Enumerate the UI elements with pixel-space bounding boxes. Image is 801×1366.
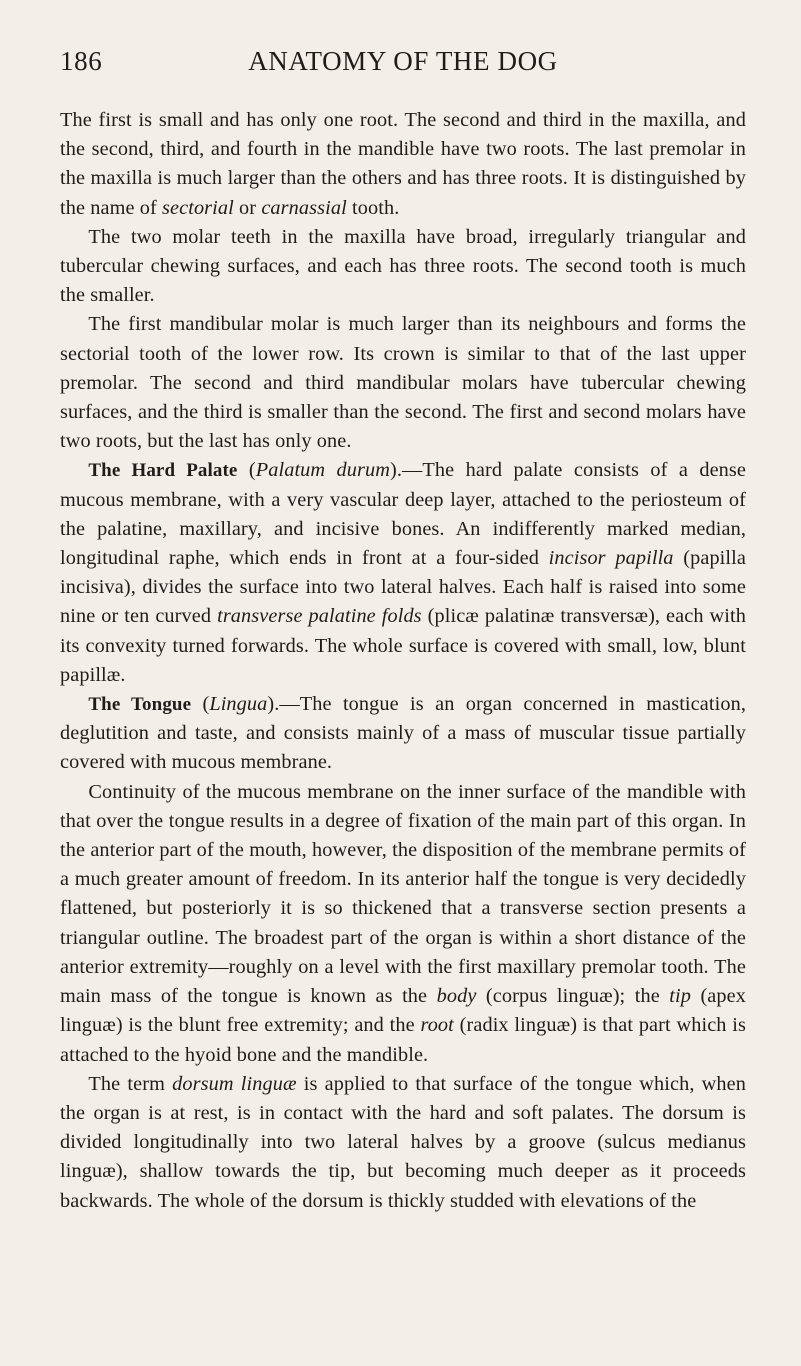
paragraph-mandibular-molars: The first mandibular molar is much larger than its neighbours and forms the sectorial tooth of the lower row. Its crown is similar to that of the last upper premolar. The second and third mandibular molars have tubercular chewing surfaces, and the third is smaller than the second. The first and second molars have two roots, but the last has only one.: [60, 313, 746, 453]
paragraph-dorsum-linguae: The term dorsum linguæ is applied to that surface of the tongue which, when the organ is at rest, is in contact with the hard and soft palates. The dorsum is divided longitudinally into two lateral halves by a groove (sulcus medianus linguæ), shallow towards the tip, but becoming much deeper as it proceeds backwards. The whole of the dorsum is thickly studded with elevations of the: [60, 1072, 746, 1212]
page-number: 186: [60, 46, 103, 76]
body-text: [60, 106, 746, 1216]
paragraph-tongue: The Tongue (Lingua).—The tongue is an organ concerned in mastication, deglutition and taste, and consists mainly of a mass of muscular tissue partially covered with mucous membrane.: [60, 693, 746, 774]
running-title: ANATOMY OF THE DOG: [248, 46, 558, 76]
section-heading-hard-palate: The Hard Palate: [88, 460, 238, 482]
running-head: [60, 46, 746, 106]
section-heading-tongue: The Tongue: [88, 694, 192, 716]
paragraph-tongue-fixation: Continuity of the mucous membrane on the inner surface of the mandible with that over the tongue results in a degree of fixation of the main part of this organ. In the anterior part of the mouth, however, the disposition of the membrane permits of a much greater amount of freedom. In its anterior half the tongue is very decidedly flattened, but posteriorly it is so thickened that a transverse section presents a triangular outline. The broadest part of the organ is within a short distance of the anterior extremity—roughly on a level with the first maxillary premolar tooth. The main mass of the tongue is known as the body (corpus linguæ); the tip (apex linguæ) is the blunt free extremity; and the root (radix linguæ) is that part which is attached to the hyoid bone and the mandible.: [60, 780, 746, 1066]
book-page: [60, 0, 746, 1216]
paragraph-premolar-roots: The first is small and has only one root. The second and third in the maxilla, and the second, third, and fourth in the mandible have two roots. The last premolar in the maxilla is much larger than the others and has three roots. It is distinguished by the name of sectorial or carnassial tooth.: [60, 109, 746, 219]
paragraph-maxillary-molars: The two molar teeth in the maxilla have broad, irregularly triangular and tubercular chewing surfaces, and each has three roots. The second tooth is much the smaller.: [60, 225, 746, 307]
paragraph-hard-palate: The Hard Palate (Palatum durum).—The hard palate consists of a dense mucous membrane, with a very vascular deep layer, attached to the periosteum of the palatine, maxillary, and incisive bones. An indifferently marked median, longitudinal raphe, which ends in front at a four-sided incisor papilla (papilla incisiva), divides the surface into two lateral halves. Each half is raised into some nine or ten curved transverse palatine folds (plicæ palatinæ transversæ), each with its convexity turned forwards. The whole surface is covered with small, low, blunt papillæ.: [60, 459, 747, 686]
